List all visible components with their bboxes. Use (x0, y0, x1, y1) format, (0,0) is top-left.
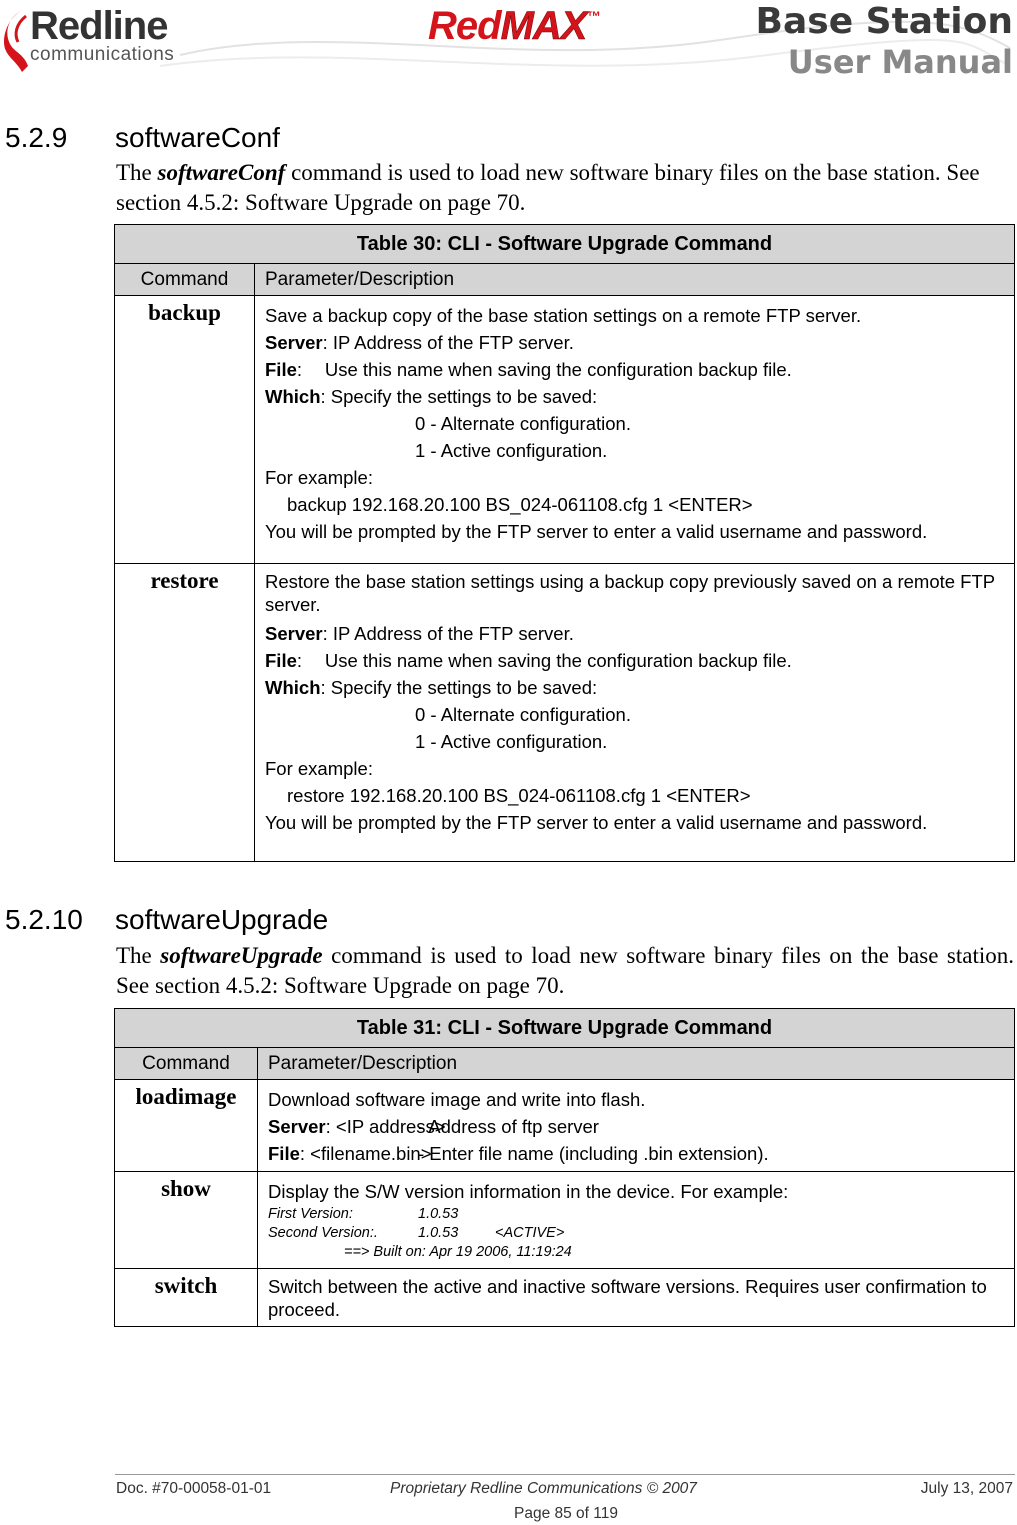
option-active: 1 - Active configuration. (415, 440, 608, 461)
table-row-switch (115, 1269, 1015, 1327)
section-heading-softwareupgrade (5, 904, 328, 936)
para-text: command is used to load new software binary files on the base station. See section 4.5.2: Software Upgrade on page 70. (116, 160, 980, 215)
para-text: command is used to load new software binary files on the base station. See section 4.5.2: Software Upgrade on page 70. (116, 943, 1015, 998)
table-row-loadimage (115, 1080, 1015, 1172)
manual-title (756, 2, 1013, 82)
footer-page-number: Page 85 of 119 (514, 1505, 618, 1522)
param-value: : <IP address> (325, 1116, 446, 1137)
manual-title-line1: Base Station (755, 1, 1013, 42)
version-label: First Version: (268, 1206, 353, 1222)
build-date-line: ==> Built on: Apr 19 2006, 11:19:24 (344, 1244, 572, 1260)
description-intro: Restore the base station settings using a backup copy previously saved on a remote FTP server. (265, 571, 995, 615)
command-name: show (115, 1172, 258, 1269)
description-text: Switch between the active and inactive software versions. Requires user confirmation to proceed. (268, 1276, 987, 1320)
version-label: Second Version:. (268, 1225, 378, 1241)
table-row-show (115, 1172, 1015, 1269)
option-alternate: 0 - Alternate configuration. (415, 413, 631, 434)
version-line-second (268, 1224, 1006, 1243)
server-line (265, 620, 1006, 647)
para-command: softwareUpgrade (160, 943, 323, 968)
file-line: File: Use this name when saving the configuration backup file. (265, 359, 792, 380)
command-name: loadimage (115, 1080, 258, 1172)
manual-title-line2: User Manual (787, 43, 1013, 81)
example-command: backup 192.168.20.100 BS_024-061108.cfg 1 <ENTER> (287, 494, 753, 515)
table-header-row (115, 1048, 1015, 1080)
trademark-symbol: ™ (586, 8, 600, 24)
param-text: : IP Address of the FTP server. (322, 332, 574, 353)
param-text: Use this name when saving the configuration backup file. (324, 359, 792, 380)
table-31 (114, 1008, 1015, 1327)
table-30 (114, 224, 1015, 862)
table-header-row (115, 264, 1015, 296)
param-label: File (265, 650, 297, 671)
example-command: restore 192.168.20.100 BS_024-061108.cfg 1 <ENTER> (287, 785, 751, 806)
footer-doc-number: Doc. #70-00058-01-01 (116, 1480, 272, 1497)
section-number: 5.2.10 (5, 904, 83, 935)
option-active: 1 - Active configuration. (415, 731, 608, 752)
section-title: softwareUpgrade (115, 904, 329, 935)
column-header-command: Command (115, 264, 255, 296)
param-label: File (268, 1143, 300, 1164)
section-number: 5.2.9 (5, 122, 68, 153)
section-paragraph (116, 941, 1014, 1001)
footer-divider (115, 1474, 1015, 1475)
param-label: File (265, 359, 297, 380)
para-command: softwareConf (157, 160, 286, 185)
param-label: Which (265, 677, 321, 698)
command-description (258, 1080, 1015, 1172)
command-description (255, 564, 1015, 862)
command-name: switch (115, 1269, 258, 1327)
description-intro: Download software image and write into flash. (268, 1089, 646, 1110)
command-name: backup (115, 296, 255, 564)
table-row-backup (115, 296, 1015, 564)
param-value: : <filename.bin> (299, 1143, 432, 1164)
footer-proprietary: Proprietary Redline Communications © 2007 (390, 1480, 697, 1497)
page-header (0, 0, 1017, 92)
table-row-restore (115, 564, 1015, 862)
table-caption: Table 31: CLI - Software Upgrade Command (115, 1009, 1015, 1048)
file-line: File: Use this name when saving the configuration backup file. (265, 650, 792, 671)
logo-subtext: communications (30, 44, 175, 65)
description-intro: Save a backup copy of the base station settings on a remote FTP server. (265, 305, 862, 326)
param-label: Server (265, 332, 323, 353)
ftp-note: You will be prompted by the FTP server to enter a valid username and password. (265, 521, 928, 542)
param-text: Use this name when saving the configuration backup file. (324, 650, 792, 671)
active-flag: <ACTIVE> (495, 1225, 565, 1241)
para-text: The (116, 943, 161, 968)
command-description (258, 1269, 1015, 1327)
version-value: 1.0.53 (418, 1206, 459, 1222)
server-line (265, 329, 1006, 356)
which-line (265, 674, 1006, 701)
param-label: Server (268, 1116, 326, 1137)
param-text: : Specify the settings to be saved: (320, 386, 598, 407)
table-caption: Table 30: CLI - Software Upgrade Command (115, 225, 1015, 264)
column-header-command: Command (115, 1048, 258, 1080)
section-paragraph (116, 158, 1014, 218)
version-line-first (268, 1205, 1006, 1224)
product-logo (428, 4, 599, 49)
server-line (268, 1113, 1006, 1140)
param-text: - Address of ftp server (418, 1116, 599, 1137)
param-label: Server (265, 623, 323, 644)
column-header-description: Parameter/Description (255, 264, 1015, 296)
param-text: : Specify the settings to be saved: (320, 677, 598, 698)
para-text: The (116, 160, 158, 185)
command-name: restore (115, 564, 255, 862)
param-label: Which (265, 386, 321, 407)
section-heading-softwareconf (5, 122, 280, 154)
example-label: For example: (265, 758, 373, 779)
section-title: softwareConf (115, 122, 280, 153)
description-intro: Display the S/W version information in the device. For example: (268, 1181, 789, 1202)
product-logo-red: Red (428, 4, 501, 48)
column-header-description: Parameter/Description (258, 1048, 1015, 1080)
ftp-note: You will be prompted by the FTP server to enter a valid username and password. (265, 812, 928, 833)
file-line (268, 1140, 1006, 1167)
param-text: - Enter file name (including .bin extension). (418, 1143, 769, 1164)
param-text: : IP Address of the FTP server. (322, 623, 574, 644)
command-description (258, 1172, 1015, 1269)
which-line (265, 383, 1006, 410)
version-value: 1.0.53 (418, 1225, 459, 1241)
product-logo-max: MAX (500, 4, 587, 48)
option-alternate: 0 - Alternate configuration. (415, 704, 631, 725)
footer-date: July 13, 2007 (920, 1480, 1013, 1497)
example-label: For example: (265, 467, 373, 488)
command-description (255, 296, 1015, 564)
logo-text: Redline (30, 4, 168, 48)
